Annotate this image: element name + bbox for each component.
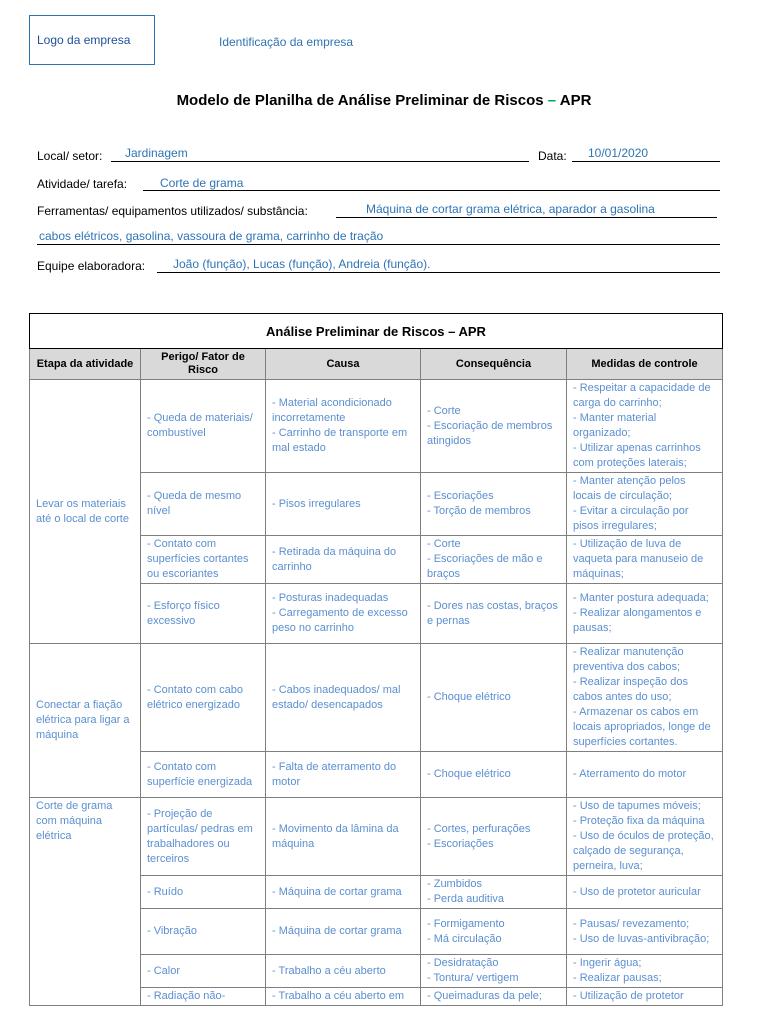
cell-line: - Respeitar a capacidade de carga do carrinho; [573, 382, 711, 409]
document-title [0, 92, 768, 109]
tools-label: Ferramentas/ equipamentos utilizados/ substância: [37, 204, 308, 218]
cell-line: - Má circulação [427, 932, 502, 945]
cause-cell [266, 955, 421, 988]
table-header-row [30, 349, 723, 380]
cell-line: - Zumbidos [427, 878, 483, 890]
cell-line: - Aterramento do motor [573, 768, 687, 780]
cell-line: - Pisos irregulares [272, 497, 361, 510]
cell-line: - Escoriação de membros atingidos [427, 419, 553, 447]
consequence-cell [421, 876, 567, 909]
control-cell [567, 988, 723, 1006]
control-cell [567, 752, 723, 798]
team-underline [157, 272, 720, 273]
activity-underline [143, 190, 720, 191]
hazard-cell [141, 473, 266, 536]
cell-line: - Evitar a circulação por pisos irregulares; [573, 505, 689, 532]
consequence-cell [421, 988, 567, 1006]
hazard-cell [141, 988, 266, 1006]
cell-line: - Contato com superfície energizada [147, 760, 253, 788]
cell-line: - Manter postura adequada; [573, 592, 709, 604]
cell-line: - Dores nas costas, braços e pernas [427, 599, 558, 627]
consequence-cell [421, 752, 567, 798]
cause-cell [266, 536, 421, 584]
header-cause: Causa [266, 349, 421, 380]
company-identification: Identificação da empresa [219, 35, 354, 49]
cell-line: - Retirada da máquina do carrinho [272, 545, 397, 573]
cause-cell [266, 988, 421, 1006]
team-value[interactable]: João (função), Lucas (função), Andreia (função). [173, 257, 431, 271]
cell-line: - Corte [427, 404, 461, 417]
hazard-cell [141, 876, 266, 909]
cell-line: - Queda de materiais/ combustível [147, 412, 253, 439]
table-row [30, 798, 723, 876]
cell-line: - Carrinho de transporte em mal estado [272, 427, 408, 454]
hazard-cell [141, 644, 266, 752]
tools-underline-2 [37, 244, 720, 245]
cell-line: - Realizar inspeção dos cabos antes do uso; [573, 676, 688, 703]
cell-line: - Realizar pausas; [573, 972, 662, 984]
date-value[interactable]: 10/01/2020 [588, 146, 649, 160]
cell-line: - Uso de óculos de proteção, calçado de segurança, perneira, luva; [573, 830, 714, 872]
tools-underline-1 [336, 217, 717, 218]
cell-line: - Contato com cabo elétrico energizado [147, 683, 243, 711]
control-cell [567, 473, 723, 536]
hazard-cell [141, 798, 266, 876]
apr-table [29, 313, 723, 1006]
cause-cell [266, 644, 421, 752]
cause-cell [266, 752, 421, 798]
cell-line: - Queda de mesmo nível [147, 490, 242, 517]
cell-line: - Falta de aterramento do motor [272, 760, 397, 788]
cell-line: - Trabalho a céu aberto [272, 964, 386, 977]
cell-line: - Trabalho a céu aberto em [272, 990, 405, 1002]
cell-line: - Uso de protetor auricular [573, 885, 701, 898]
local-underline [111, 161, 529, 162]
cell-line: - Material acondicionado incorretamente [272, 397, 392, 424]
title-dash: – [547, 92, 557, 109]
company-logo-placeholder [29, 15, 155, 65]
hazard-cell [141, 536, 266, 584]
tools-value-1[interactable]: Máquina de cortar grama elétrica, aparador a gasolina [366, 202, 655, 216]
cause-cell [266, 584, 421, 644]
activity-value[interactable]: Corte de grama [160, 176, 244, 190]
stage-cell: Conectar a fiação elétrica para ligar a máquina [30, 644, 141, 798]
cell-line: - Uso de luvas-antivibração; [573, 932, 710, 945]
header-control: Medidas de controle [567, 349, 723, 380]
cell-line: - Contato com superfícies cortantes ou escoriantes [147, 538, 249, 580]
control-cell [567, 876, 723, 909]
consequence-cell [421, 473, 567, 536]
cause-cell [266, 909, 421, 955]
cell-line: - Movimento da lâmina da máquina [272, 822, 399, 850]
cell-line: - Utilizar apenas carrinhos com proteções laterais; [573, 442, 701, 469]
consequence-cell [421, 644, 567, 752]
table-row [30, 380, 723, 473]
consequence-cell [421, 536, 567, 584]
control-cell [567, 584, 723, 644]
cell-line: - Proteção fixa da máquina [573, 815, 705, 827]
control-cell [567, 955, 723, 988]
cell-line: - Formigamento [427, 917, 505, 930]
cell-line: - Escoriações [427, 837, 494, 850]
hazard-cell [141, 584, 266, 644]
team-label: Equipe elaboradora: [37, 259, 146, 273]
local-label: Local/ setor: [37, 149, 103, 163]
cell-line: - Posturas inadequadas [272, 592, 389, 604]
cell-line: - Torção de membros [427, 505, 531, 517]
cell-line: - Vibração [147, 925, 197, 937]
table-title: Análise Preliminar de Riscos – APR [30, 314, 723, 349]
activity-label: Atividade/ tarefa: [37, 177, 128, 191]
tools-value-2[interactable]: cabos elétricos, gasolina, vassoura de grama, carrinho de tração [39, 229, 384, 243]
cell-line: - Cabos inadequados/ mal estado/ desencapados [272, 683, 401, 711]
control-cell [567, 536, 723, 584]
consequence-cell [421, 584, 567, 644]
cell-line: - Queimaduras da pele; [427, 990, 542, 1002]
cell-line: - Máquina de cortar grama [272, 885, 402, 898]
title-main: Modelo de Planilha de Análise Preliminar de Riscos [176, 92, 548, 109]
logo-text: Logo da empresa [37, 33, 131, 47]
cell-line: - Projeção de partículas/ pedras em trabalhadores ou terceiros [147, 807, 253, 865]
consequence-cell [421, 955, 567, 988]
consequence-cell [421, 380, 567, 473]
cell-line: - Cortes, perfurações [427, 822, 531, 835]
title-end: APR [556, 92, 592, 109]
cause-cell [266, 380, 421, 473]
header-stage: Etapa da atividade [30, 349, 141, 380]
cell-line: - Realizar alongamentos e pausas; [573, 607, 702, 634]
cause-cell [266, 876, 421, 909]
cell-line: - Escoriações de mão e braços [427, 553, 543, 580]
cell-line: - Perda auditiva [427, 893, 505, 905]
local-value[interactable]: Jardinagem [125, 146, 188, 160]
cell-line: - Desidratação [427, 957, 499, 969]
cause-cell [266, 473, 421, 536]
cell-line: - Manter material organizado; [573, 412, 657, 439]
cell-line: - Pausas/ revezamento; [573, 917, 690, 930]
cell-line: - Ruído [147, 885, 184, 898]
cell-line: - Radiação não- [147, 990, 226, 1002]
cell-line: - Corte [427, 538, 461, 550]
consequence-cell [421, 798, 567, 876]
control-cell [567, 909, 723, 955]
stage-cell: Corte de grama com máquina elétrica [30, 798, 141, 1006]
cell-line: - Esforço físico excessivo [147, 599, 220, 627]
date-underline [572, 161, 720, 162]
date-label: Data: [538, 149, 567, 163]
cell-line: - Tontura/ vertigem [427, 972, 519, 984]
header-hazard: Perigo/ Fator de Risco [141, 349, 266, 380]
cell-line: - Máquina de cortar grama [272, 925, 402, 937]
control-cell [567, 644, 723, 752]
cause-cell [266, 798, 421, 876]
cell-line: - Choque elétrico [427, 691, 511, 703]
hazard-cell [141, 955, 266, 988]
cell-line: - Carregamento de excesso peso no carrinho [272, 607, 408, 634]
cell-line: - Utilização de protetor [573, 990, 684, 1002]
header-consequence: Consequência [421, 349, 567, 380]
cell-line: - Escoriações [427, 490, 494, 502]
hazard-cell [141, 909, 266, 955]
cell-line: - Choque elétrico [427, 768, 511, 780]
control-cell [567, 798, 723, 876]
cell-line: - Utilização de luva de vaqueta para manuseio de máquinas; [573, 538, 704, 580]
cell-line: - Uso de tapumes móveis; [573, 800, 701, 812]
cell-line: - Armazenar os cabos em locais apropriados, longe de superfícies cortantes. [573, 706, 711, 748]
control-cell [567, 380, 723, 473]
cell-line: - Calor [147, 964, 181, 977]
hazard-cell [141, 380, 266, 473]
hazard-cell [141, 752, 266, 798]
consequence-cell [421, 909, 567, 955]
cell-line: - Manter atenção pelos locais de circulação; [573, 475, 686, 502]
table-row [30, 644, 723, 752]
cell-line: - Ingerir água; [573, 957, 642, 969]
stage-cell: Levar os materiais até o local de corte [30, 380, 141, 644]
cell-line: - Realizar manutenção preventiva dos cabos; [573, 646, 684, 673]
